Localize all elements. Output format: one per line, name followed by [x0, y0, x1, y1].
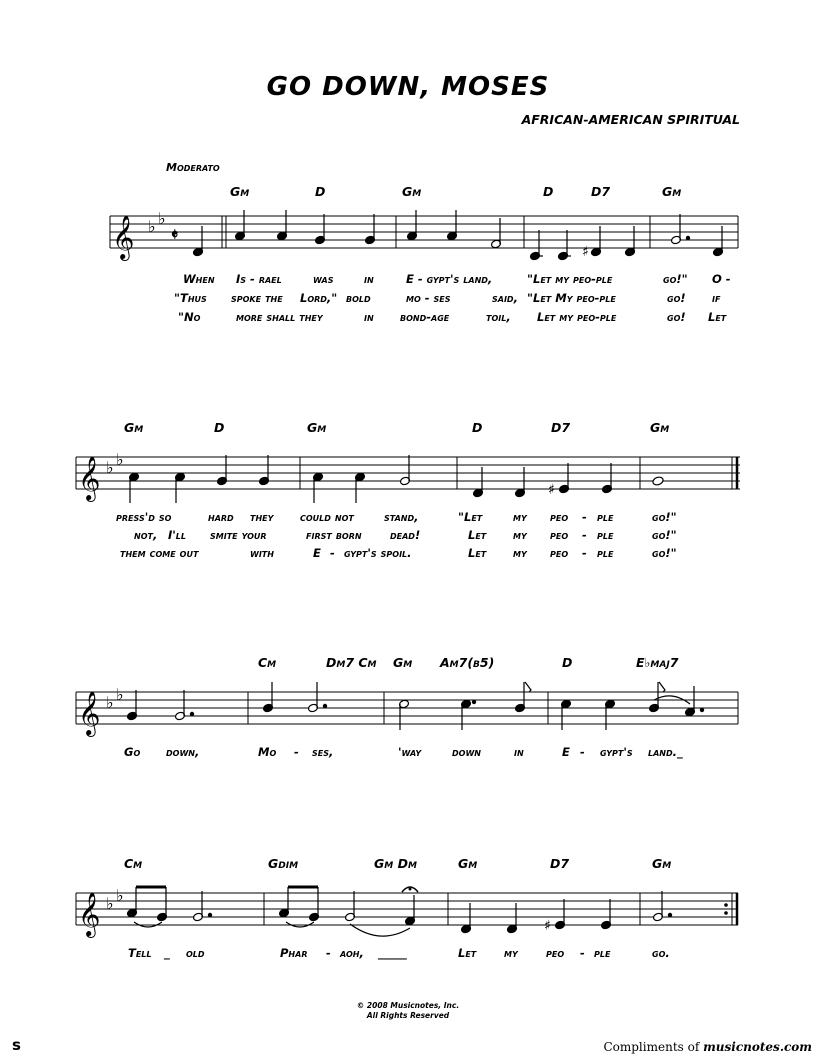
lyric-syllable: peo — [550, 546, 569, 560]
chord-symbol: Dm7 Cm — [326, 655, 377, 670]
composer-credit: AFRICAN-AMERICAN SPIRITUAL — [521, 112, 740, 127]
lyric-syllable: bold — [346, 291, 371, 305]
lyric-syllable: not, — [134, 528, 158, 542]
lyric-syllable: gypt's — [600, 745, 633, 759]
tempo-marking: Moderato — [166, 161, 220, 174]
lyric-syllable: dead! — [390, 528, 421, 542]
chord-symbol: Gm — [458, 856, 478, 871]
lyric-syllable: first born — [306, 528, 362, 542]
chord-symbol: Gm — [652, 856, 672, 871]
chord-symbol: D — [472, 420, 483, 435]
copyright-notice — [0, 1001, 816, 1021]
lyric-syllable: Let — [468, 528, 487, 542]
lyric-syllable: spoke the — [231, 291, 283, 305]
svg-text:♯: ♯ — [582, 244, 589, 260]
lyric-syllable: in — [364, 310, 374, 324]
lyric-syllable: - — [580, 946, 585, 960]
lyric-syllable: ses, — [312, 745, 334, 759]
lyric-syllable: aoh, — [340, 946, 364, 960]
svg-text:𝄵: 𝄵 — [171, 225, 179, 244]
chord-symbol: D7 — [591, 184, 611, 199]
chord-symbol: Gm Dm — [374, 856, 417, 871]
lyric-syllable: if — [712, 291, 721, 305]
rights-line: All Rights Reserved — [366, 1011, 450, 1020]
lyric-syllable: go!" — [663, 272, 688, 286]
lyric-syllable: down — [452, 745, 481, 759]
svg-text:♭: ♭ — [116, 886, 124, 905]
lyric-syllable: "Let My peo-ple — [527, 291, 616, 305]
lyric-syllable: Mo — [258, 745, 277, 759]
lyric-syllable: 'way — [398, 745, 422, 759]
lyric-syllable: Let — [458, 946, 477, 960]
lyric-syllable: in — [514, 745, 524, 759]
svg-text:♭: ♭ — [106, 894, 114, 913]
chord-symbol: Gm — [230, 184, 250, 199]
lyric-syllable: could not — [300, 510, 354, 524]
chord-symbol: D — [315, 184, 326, 199]
treble-clef-icon: 𝄞 — [78, 691, 101, 735]
lyric-syllable: ple — [597, 546, 614, 560]
lyric-syllable: go!" — [652, 510, 677, 524]
svg-text:♯: ♯ — [544, 918, 551, 934]
lyric-syllable: my — [513, 546, 527, 560]
lyric-syllable: _____ — [378, 946, 407, 960]
lyric-syllable: Lord," — [300, 291, 338, 305]
lyric-syllable: - — [582, 546, 587, 560]
lyric-syllable: toil, — [486, 310, 511, 324]
chord-symbol: Gm — [307, 420, 327, 435]
lyric-syllable: Go — [124, 745, 141, 759]
chord-symbol: Gm — [402, 184, 422, 199]
chord-symbol: Gm — [662, 184, 682, 199]
chord-symbol: D — [562, 655, 573, 670]
lyric-syllable: Let — [708, 310, 727, 324]
svg-text:♭: ♭ — [116, 450, 124, 469]
lyric-syllable: - — [326, 946, 331, 960]
lyric-syllable: they — [250, 510, 274, 524]
lyric-syllable: _ — [164, 946, 170, 960]
lyric-syllable: - — [582, 528, 587, 542]
svg-text:♭: ♭ — [148, 217, 156, 236]
lyric-syllable: smite your — [210, 528, 267, 542]
chord-symbol: Cm — [124, 856, 143, 871]
lyric-syllable: with — [250, 546, 274, 560]
lyric-syllable: go! — [667, 310, 686, 324]
chord-symbol: Gm — [650, 420, 670, 435]
chord-symbol: Gm — [124, 420, 144, 435]
chord-symbol: Cm — [258, 655, 277, 670]
lyric-syllable: stand, — [384, 510, 419, 524]
svg-text:♯: ♯ — [548, 482, 555, 498]
lyric-syllable: peo — [550, 510, 569, 524]
lyric-syllable: Phar — [280, 946, 308, 960]
lyric-syllable: go!" — [652, 528, 677, 542]
lyric-syllable: my — [513, 510, 527, 524]
treble-clef-icon: 𝄞 — [78, 456, 101, 500]
footer-credit — [603, 1040, 812, 1054]
footer-site-link[interactable]: musicnotes.com — [703, 1040, 812, 1054]
lyric-syllable: go! — [667, 291, 686, 305]
lyric-syllable: Let — [468, 546, 487, 560]
lyric-syllable: ple — [597, 528, 614, 542]
lyric-syllable: "Let — [458, 510, 483, 524]
lyric-syllable: E — [562, 745, 570, 759]
chord-symbol: Gm — [393, 655, 413, 670]
lyric-syllable: my — [513, 528, 527, 542]
lyric-syllable: Tell — [128, 946, 152, 960]
lyric-syllable: ple — [594, 946, 611, 960]
treble-clef-icon: 𝄞 — [112, 215, 135, 259]
lyric-syllable: go!" — [652, 546, 677, 560]
lyric-syllable: go. — [652, 946, 670, 960]
lyric-syllable: in — [364, 272, 374, 286]
lyric-syllable: said, — [492, 291, 518, 305]
lyric-syllable: gypt's spoil. — [344, 546, 412, 560]
lyric-syllable: "Thus — [174, 291, 207, 305]
chord-symbol: D7 — [550, 856, 570, 871]
lyric-syllable: Let my peo-ple — [537, 310, 617, 324]
chord-symbol: Am7(b5) — [440, 655, 495, 670]
svg-text:♭: ♭ — [106, 458, 114, 477]
lyric-syllable: more shall they — [236, 310, 323, 324]
lyric-syllable: "Let my peo-ple — [527, 272, 613, 286]
lyric-syllable: was — [313, 272, 334, 286]
lyric-syllable: them come out — [120, 546, 199, 560]
footer-prefix: Compliments of — [603, 1040, 700, 1054]
chord-symbol: E♭maj7 — [636, 655, 679, 670]
lyric-syllable: ple — [597, 510, 614, 524]
svg-text:♭: ♭ — [116, 685, 124, 704]
lyric-syllable: E — [313, 546, 321, 560]
lyric-syllable: mo - ses — [406, 291, 451, 305]
chord-symbol: D — [543, 184, 554, 199]
lyric-syllable: bond-age — [400, 310, 450, 324]
lyric-syllable: down, — [166, 745, 200, 759]
page-number: s — [12, 1036, 21, 1054]
lyric-syllable: - — [582, 510, 587, 524]
lyric-syllable: I'll — [168, 528, 186, 542]
lyric-syllable: my — [504, 946, 518, 960]
treble-clef-icon: 𝄞 — [78, 892, 101, 936]
lyric-syllable: old — [186, 946, 205, 960]
lyric-syllable: - — [580, 745, 585, 759]
lyric-syllable: press'd so — [116, 510, 172, 524]
chord-symbol: Gdim — [268, 856, 299, 871]
music-staff — [0, 870, 816, 960]
lyric-syllable: - — [330, 546, 335, 560]
lyric-syllable: "No — [178, 310, 201, 324]
copyright-line: © 2008 Musicnotes, Inc. — [356, 1001, 460, 1010]
lyric-syllable: peo — [546, 946, 565, 960]
svg-text:♭: ♭ — [158, 209, 166, 228]
lyric-syllable: peo — [550, 528, 569, 542]
lyric-syllable: E - gypt's land, — [406, 272, 493, 286]
lyric-syllable: Is - rael — [236, 272, 282, 286]
lyric-syllable: When — [183, 272, 215, 286]
svg-text:♭: ♭ — [106, 693, 114, 712]
lyric-syllable: - — [294, 745, 299, 759]
lyric-syllable: hard — [208, 510, 234, 524]
chord-symbol: D — [214, 420, 225, 435]
lyric-syllable: land._ — [648, 745, 683, 759]
chord-symbol: D7 — [551, 420, 571, 435]
lyric-syllable: O - — [712, 272, 731, 286]
song-title: GO DOWN, MOSES — [266, 72, 550, 102]
